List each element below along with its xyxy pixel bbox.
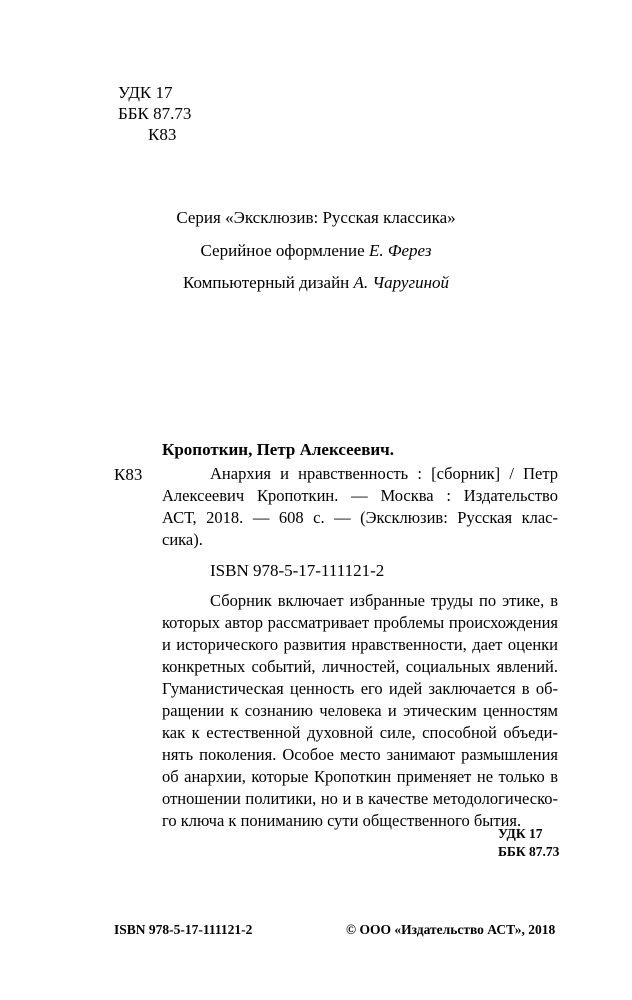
- annotation-line: Гуманистическая ценность его идей заключается в об-: [162, 679, 558, 698]
- computer-design-name: А. Чаругиной: [353, 273, 450, 292]
- annotation-line: го ключа к пониманию сути общественного бытия.: [162, 811, 522, 830]
- computer-design-label: Компьютерный дизайн: [182, 273, 350, 292]
- footer-copyright: © ООО «Издательство АСТ», 2018: [346, 922, 556, 937]
- computer-design-credit: [0, 274, 632, 291]
- annotation-line: как к естественной духовной силе, способной объеди-: [162, 723, 558, 742]
- annotation: [162, 590, 558, 832]
- catalog-entry-line: АСТ, 2018. — 608 с. — (Эксклюзив: Русская клас-: [162, 508, 558, 527]
- catalog-entry-line: Алексеевич Кропоткин. — Москва : Издательство: [162, 486, 558, 505]
- annotation-line: отношении политики, но и в качестве методологическо-: [162, 789, 558, 808]
- bottom-bbk-code: ББК 87.73: [498, 844, 560, 859]
- series-design-name: Е. Ферез: [368, 241, 432, 260]
- catalog-author-heading: Кропоткин, Петр Алексеевич.: [162, 440, 395, 459]
- catalog-entry-line: сика).: [162, 530, 203, 549]
- bbk-code: ББК 87.73: [118, 104, 192, 123]
- annotation-line: Сборник включает избранные труды по этике, в: [210, 591, 558, 610]
- series-title: Серия «Эксклюзив: Русская классика»: [176, 208, 456, 227]
- catalog-author-mark: К83: [114, 465, 143, 484]
- annotation-line: которых автор рассматривает проблемы происхождения: [162, 613, 558, 632]
- annotation-line: ращении к сознанию человека и этическим ценностям: [162, 701, 558, 720]
- udk-code: УДК 17: [118, 83, 173, 102]
- catalog-entry: [162, 463, 558, 551]
- annotation-line: нять поколения. Особое место занимают размышления: [162, 745, 558, 764]
- author-mark: К83: [148, 125, 177, 144]
- footer-isbn: ISBN 978-5-17-111121-2: [114, 922, 253, 937]
- series-design-credit: [0, 242, 632, 259]
- series-design-label: Серийное оформление: [200, 241, 365, 260]
- catalog-entry-line: Анархия и нравственность : [сборник] / Петр: [210, 464, 558, 483]
- bottom-udk-code: УДК 17: [498, 826, 543, 841]
- annotation-line: и исторического развития нравственности, дает оценки: [162, 635, 558, 654]
- catalog-isbn: ISBN 978-5-17-111121-2: [210, 561, 385, 580]
- annotation-line: об анархии, которые Кропоткин применяет не только в: [162, 767, 558, 786]
- annotation-line: конкретных событий, личностей, социальных явлений.: [162, 657, 558, 676]
